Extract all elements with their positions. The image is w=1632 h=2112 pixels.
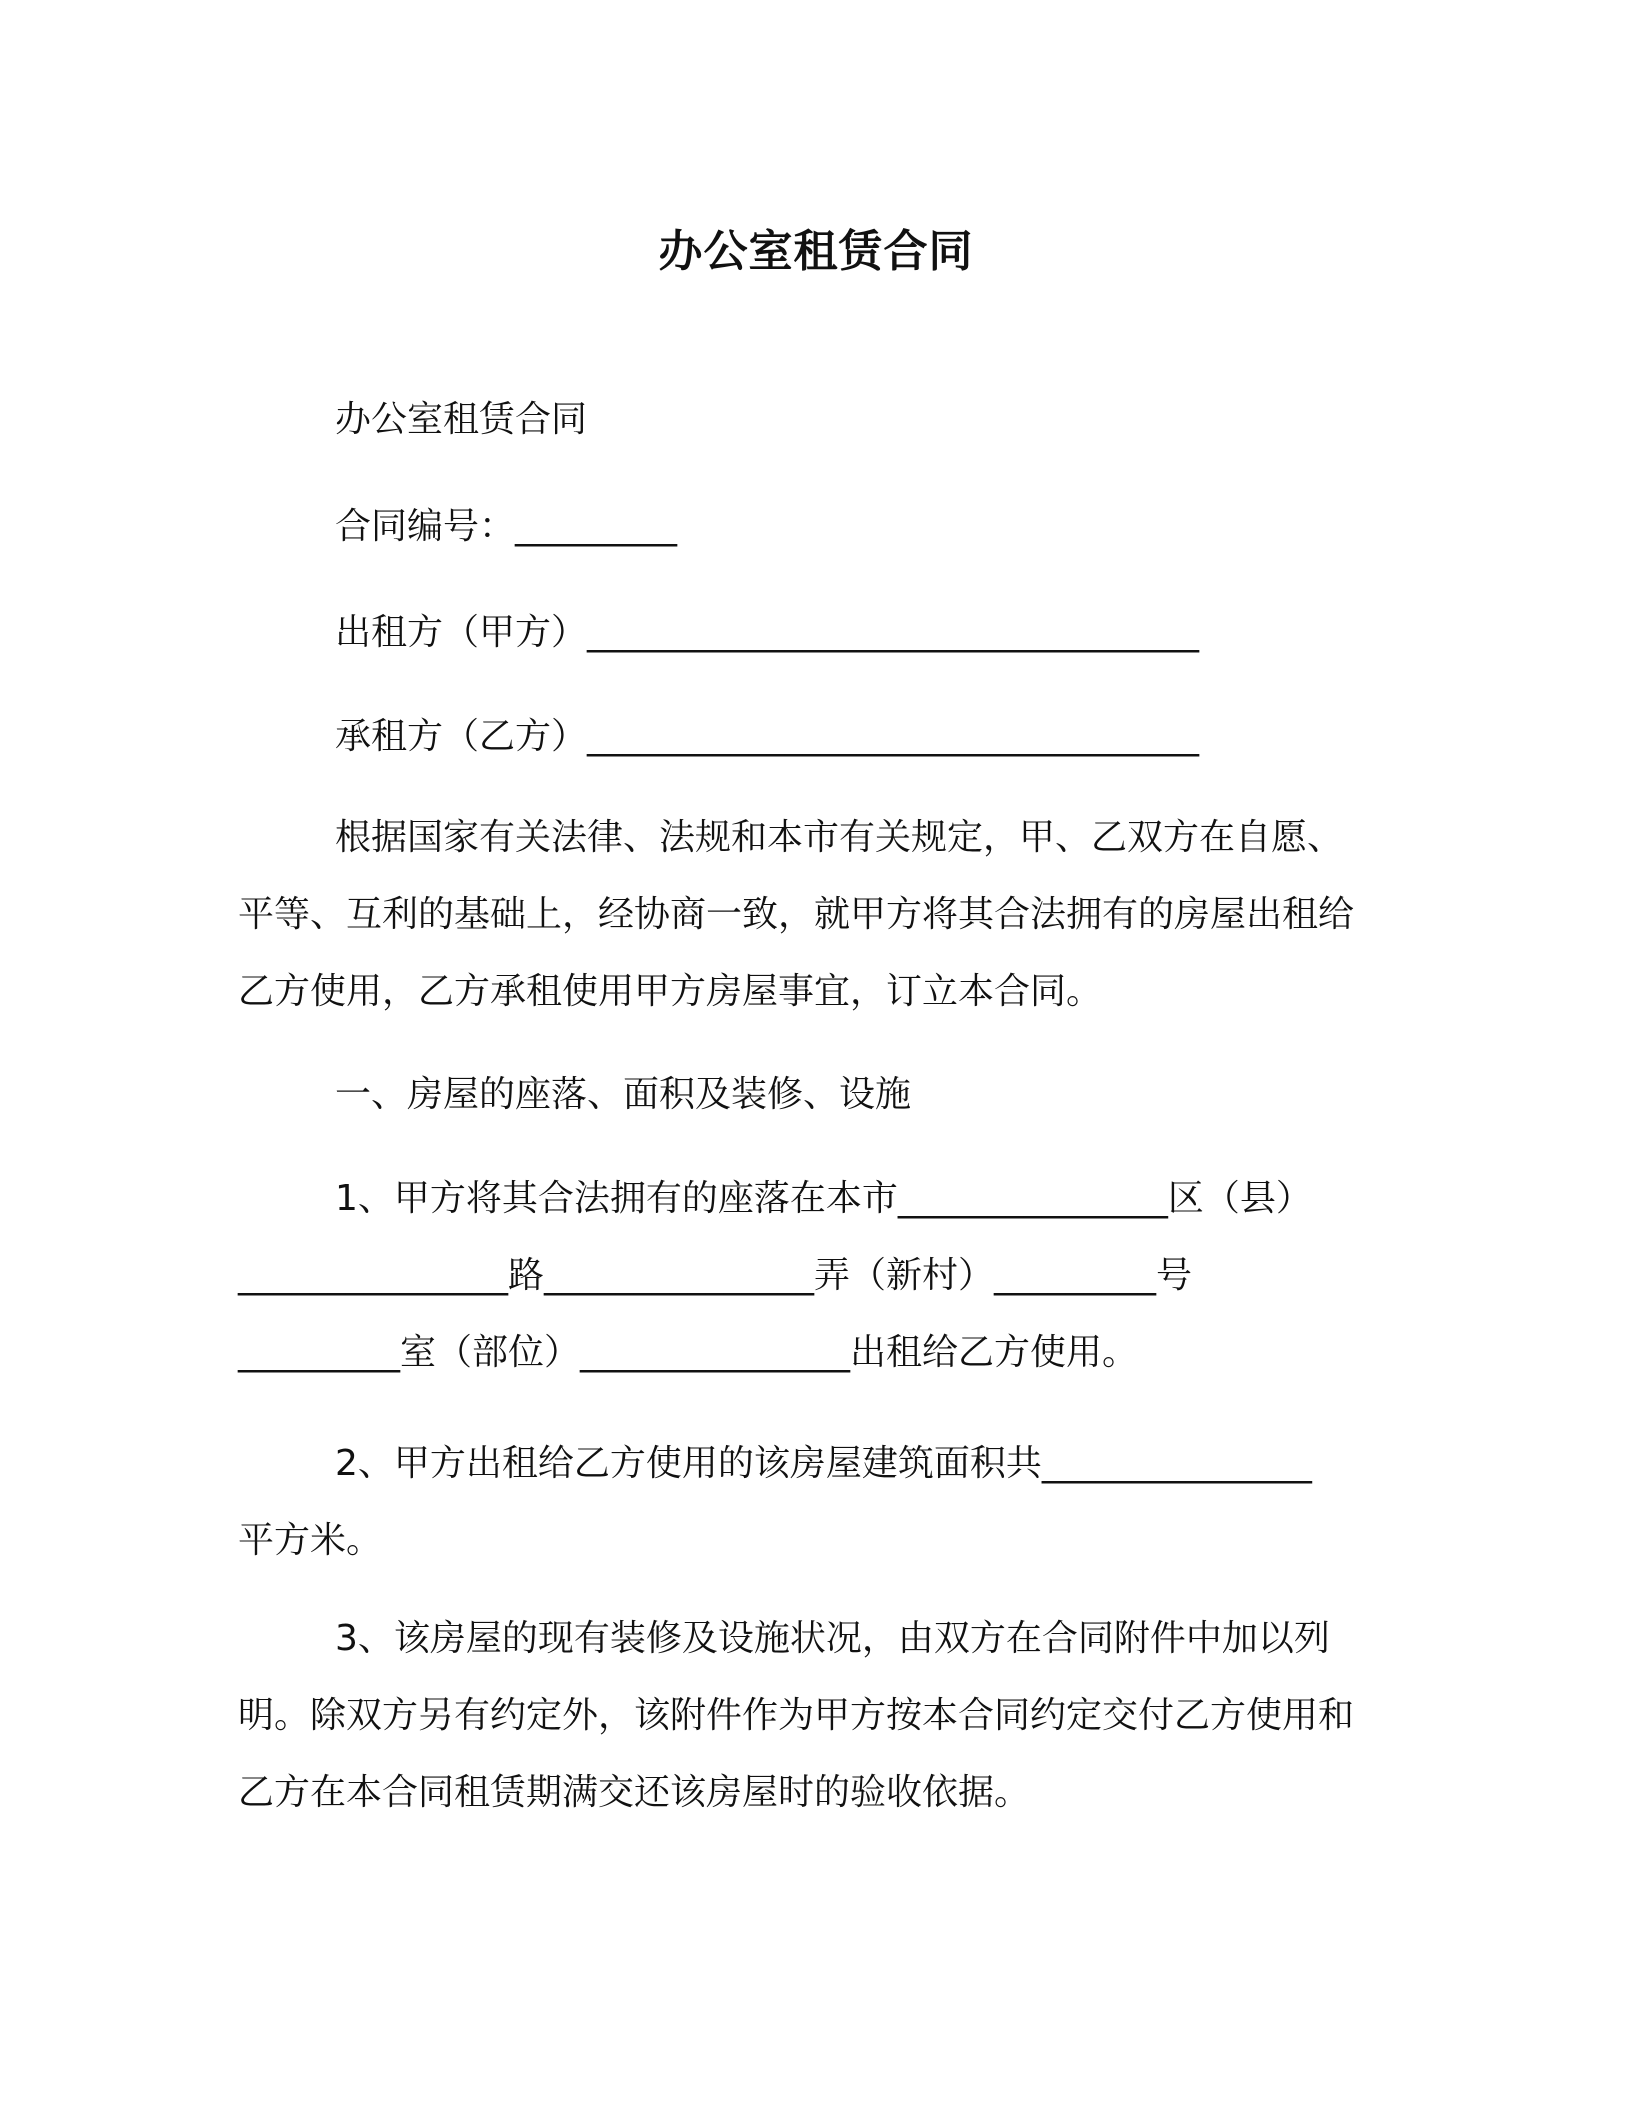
clause-3-paragraph: 3、该房屋的现有装修及设施状况，由双方在合同附件中加以列明。除双方另有约定外，该附件作为甲方按本合同约定交付乙方使用和乙方在本合同租赁期满交还该房屋时的验收依据。 — [238, 1618, 1355, 1813]
document-title: 办公室租赁合同 — [658, 226, 974, 277]
contract-number-field: 合同编号：_________ — [335, 506, 678, 547]
contract-subtitle: 办公室租赁合同 — [335, 399, 588, 440]
intro-paragraph: 根据国家有关法律、法规和本市有关规定，甲、乙双方在自愿、平等、互利的基础上，经协商一致，就甲方将其合法拥有的房屋出租给乙方使用，乙方承租使用甲方房屋事宜，订立本合同。 — [238, 817, 1355, 1012]
clause-2-line-1: 2、甲方出租给乙方使用的该房屋建筑面积共_______________ — [335, 1443, 1312, 1484]
clause-1-line-2: _______________路_______________弄（新村）_________号 — [238, 1255, 1193, 1296]
clause-1 — [238, 1160, 1312, 1391]
lessor-field: 出租方（甲方）__________________________________ — [335, 612, 1200, 653]
lessee-field: 承租方（乙方）__________________________________ — [335, 716, 1200, 757]
clause-2 — [238, 1425, 1312, 1579]
clause-1-line-3: _________室（部位）_______________出租给乙方使用。 — [238, 1332, 1139, 1373]
section-1-heading: 一、房屋的座落、面积及装修、设施 — [335, 1074, 912, 1115]
clause-2-line-2: 平方米。 — [238, 1520, 383, 1561]
clause-1-line-1: 1、甲方将其合法拥有的座落在本市_______________区（县） — [335, 1178, 1312, 1219]
